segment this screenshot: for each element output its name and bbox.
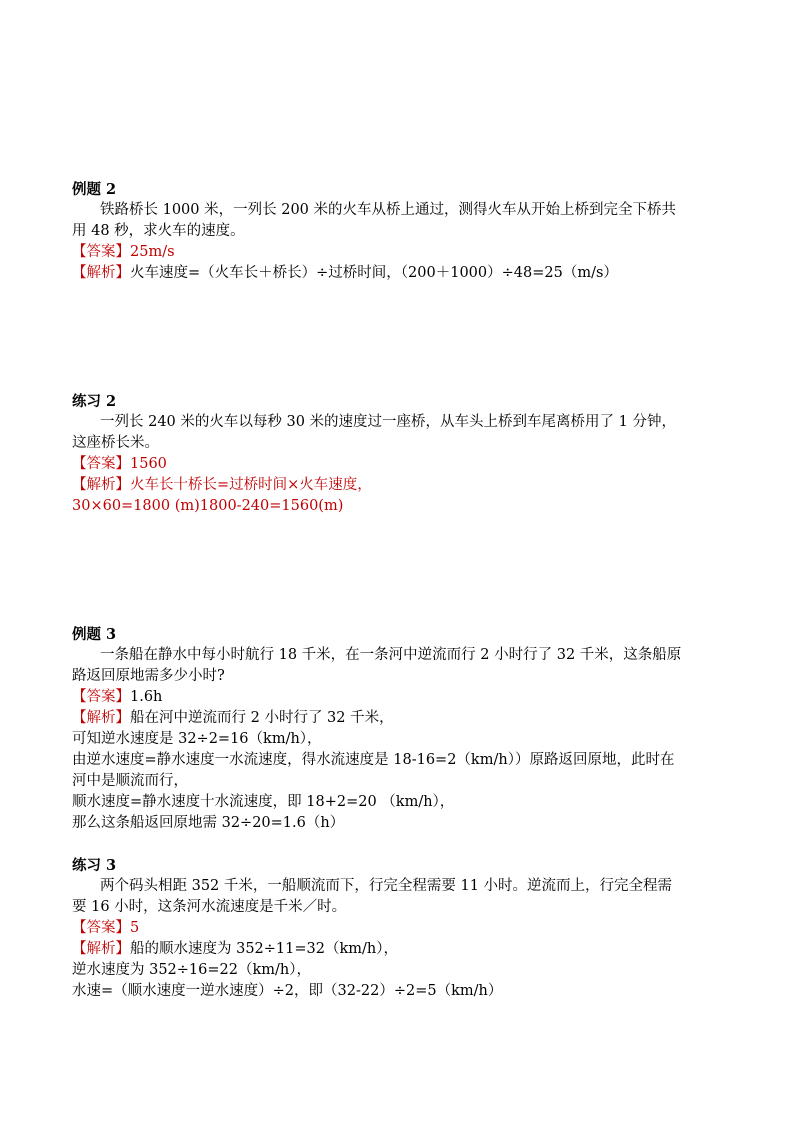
explanation-line: 由逆水速度=静水速度一水流速度，得水流速度是 18-16=2（km/h））原路返回原地，此时在 xyxy=(72,752,675,768)
explanation-line: 水速=（顺水速度一逆水速度）÷2，即（32-22）÷2=5（km/h） xyxy=(72,983,503,999)
explanation-label: 【解析】 xyxy=(72,941,130,957)
explanation-line: 30×60=1800 (m)1800-240=1560(m) xyxy=(72,498,344,514)
section-heading: 练习 3 xyxy=(72,857,117,874)
answer-line xyxy=(72,242,732,263)
section-practice-2 xyxy=(72,391,732,517)
explanation-line xyxy=(72,475,732,496)
answer-label: 【答案】 xyxy=(72,920,130,936)
section-heading: 例题 3 xyxy=(72,626,117,643)
explanation-line: 河中是顺流而行， xyxy=(72,773,188,789)
section-practice-3 xyxy=(72,855,732,1002)
explanation-line xyxy=(72,708,732,729)
answer-line xyxy=(72,454,732,475)
answer-label: 【答案】 xyxy=(72,244,130,260)
explanation-line: 逆水速度为 352÷16=22（km/h）， xyxy=(72,962,311,978)
explanation-line: 可知逆水速度是 32÷2=16（km/h）， xyxy=(72,731,322,747)
explanation-text: 火车速度=（火车长＋桥长）÷过桥时间，（200＋1000）÷48=25（m/s） xyxy=(130,265,618,281)
question-line: 用 48 秒，求火车的速度。 xyxy=(72,223,245,239)
answer-label: 【答案】 xyxy=(72,689,130,705)
explanation-line: 那么这条船返回原地需 32÷20=1.6（h） xyxy=(72,815,345,831)
explanation-text: 船在河中逆流而行 2 小时行了 32 千米， xyxy=(130,710,394,726)
question-line: 铁路桥长 1000 米，一列长 200 米的火车从桥上通过，测得火车从开始上桥到完全下桥共 xyxy=(100,202,677,218)
question-line: 路返回原地需多少小时? xyxy=(72,668,225,684)
section-heading: 练习 2 xyxy=(72,393,117,410)
explanation-line xyxy=(72,939,732,960)
explanation-text: 火车长十桥长=过桥时间×火车速度， xyxy=(130,477,372,493)
explanation-line xyxy=(72,263,732,284)
answer-value: 5 xyxy=(130,920,140,936)
explanation-text: 船的顺水速度为 352÷11=32（km/h）， xyxy=(130,941,398,957)
section-example-3 xyxy=(72,624,732,834)
question-line: 这座桥长米。 xyxy=(72,435,159,451)
answer-line xyxy=(72,687,732,708)
answer-value: 1.6h xyxy=(130,689,163,705)
explanation-label: 【解析】 xyxy=(72,477,130,493)
section-example-2 xyxy=(72,179,732,284)
answer-label: 【答案】 xyxy=(72,456,130,472)
answer-value: 25m/s xyxy=(130,244,175,260)
explanation-label: 【解析】 xyxy=(72,710,130,726)
section-heading: 例题 2 xyxy=(72,181,117,198)
answer-value: 1560 xyxy=(130,456,167,472)
question-line: 一条船在静水中每小时航行 18 千米，在一条河中逆流而行 2 小时行了 32 千米，这条船原 xyxy=(100,647,682,663)
question-line: 两个码头相距 352 千米，一船顺流而下，行完全程需要 11 小时。逆流而上，行完全程需 xyxy=(100,878,673,894)
explanation-label: 【解析】 xyxy=(72,265,130,281)
explanation-line: 顺水速度=静水速度十水流速度，即 18+2=20 （km/h）， xyxy=(72,794,455,810)
question-line: 要 16 小时，这条河水流速度是千米／时。 xyxy=(72,899,347,915)
question-line: 一列长 240 米的火车以每秒 30 米的速度过一座桥，从车头上桥到车尾离桥用了 1 分钟， xyxy=(100,414,677,430)
answer-line xyxy=(72,918,732,939)
